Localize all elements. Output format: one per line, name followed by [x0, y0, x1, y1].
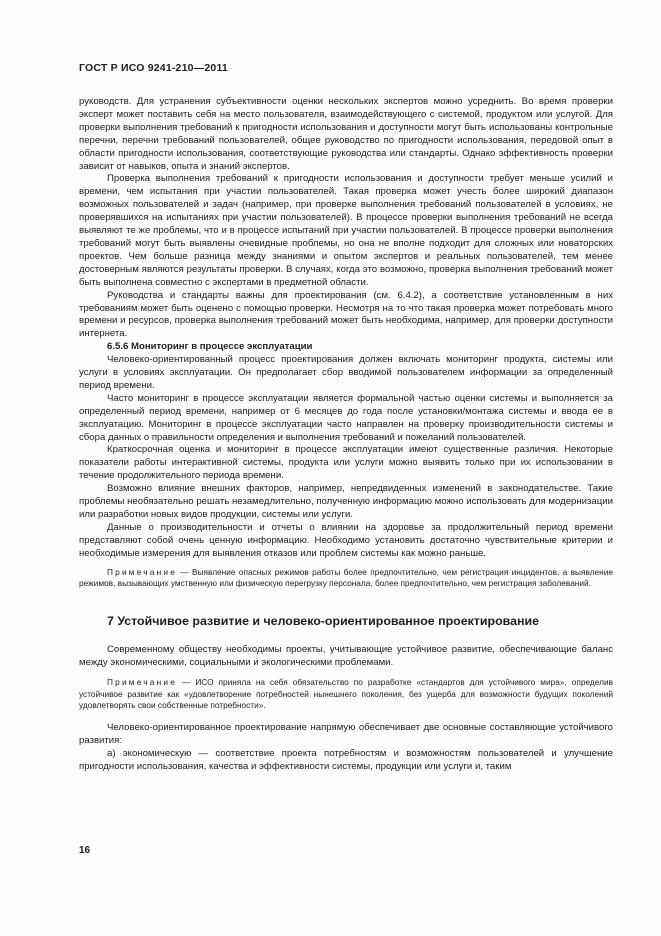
paragraph: руководств. Для устранения субъективности оценки нескольких экспертов можно усреднить. Во время проверки эксперт может поставить себя на место пользователя, взаимодействующего с системой, продуктом или услугой. Для проверки выполнения требований к пригодности использования и доступности могут быть использованы контрольные перечни, перечни требований пользователей, общее руководство по пригодности использования, передовой опыт в области пригодности использования, соответствующие руководства или стандарты. Однако эффективность проверки зависит от навыков, опыта и знаний экспертов. — [79, 96, 613, 172]
note-text: — Выявление опасных режимов работы более предпочтительно, чем регистрация инцидентов, а выявление режимов, вызывающих умственную или физическую перегрузку персонала, более предпочтительно, чем регистрация заболеваний. — [79, 566, 613, 589]
paragraph: Проверка выполнения требований к пригодности использования и доступности требует меньше усилий и времени, чем испытания при участии пользователей. Такая проверка может учесть более широкий диапазон возможных пользователей и задач (например, при проверке выполнения требований пользователей в условиях, не проверявшихся на испытаниях при участии пользователей). В процессе проверки выполнения требований не всегда выявляют те же проблемы, что и в процессе испытаний при участии пользователей. В процессе проверки выполнения требований могут быть выявлены очевидные проблемы, но она не вполне подходит для сложных или новаторских проектов. Чем больше разница между знаниями и опытом экспертов и реальных пользователей, тем менее достоверным являются результаты проверки. В случаях, когда это возможно, проверка выполнения требований может быть выполнена совместно с экспертами в предметной области. — [79, 173, 613, 288]
note-label: Примечание — [107, 677, 178, 688]
document-header: ГОСТ Р ИСО 9241-210—2011 — [79, 62, 228, 74]
note-label: Примечание — [107, 566, 178, 577]
list-item: а) экономическую — соответствие проекта потребностям и возможностям пользователей и улучшение пригодности использования, качества и эффективности системы, продукции или услуги и, таким — [79, 747, 613, 772]
page-body — [79, 96, 613, 774]
note-text: — ИСО приняла на себя обязательство по разработке «стандартов для устойчивого мира», определив устойчивое развитие как «удовлетворение потребностей нынешнего поколения, без ущерба для возможности будущих поколений удовлетворять свои собственные потребности». — [79, 677, 613, 711]
note — [79, 677, 613, 712]
subsection-heading: 6.5.6 Мониторинг в процессе эксплуатации — [107, 341, 313, 353]
section-heading: 7 Устойчивое развитие и человеко-ориентированное проектирование — [107, 613, 539, 628]
paragraph: Человеко-ориентированный процесс проектирования должен включать мониторинг продукта, системы или услуги в условиях эксплуатации. Он предполагает сбор вводимой пользователем информации за определенный период времени. — [79, 354, 613, 391]
page-number: 16 — [79, 845, 91, 856]
paragraph: Часто мониторинг в процессе эксплуатации является формальной частью оценки системы и выполняется за определенный период времени, например от 6 месяцев до года после установки/монтажа системы и ввода ее в эксплуатацию. Мониторинг в процессе эксплуатации часто направлен на проверку производительности системы и сбора данных о правильности определения и выполнения требований и пожеланий пользователей. — [79, 392, 613, 443]
paragraph: Возможно влияние внешних факторов, например, непредвиденных изменений в законодательстве. Такие проблемы необязательно решать незамедлительно, полученную информацию можно использовать для модернизации или разработки новых видов продукции, системы или услуги. — [79, 483, 613, 520]
paragraph: Руководства и стандарты важны для проектирования (см. 6.4.2), а соответствие установленным в них требованиям может быть оценено с помощью проверки. Несмотря на то что такая проверка может потребовать много времени и ресурсов, проверка выполнения требований может быть необходима, например, для проверки доступности интернета. — [79, 289, 613, 340]
note — [79, 567, 613, 590]
paragraph: Краткосрочная оценка и мониторинг в процессе эксплуатации имеют существенные различия. Некоторые показатели работы интерактивной системы, продукта или услуги можно выявить только при их использовании в течение продолжительного периода времени. — [79, 444, 613, 482]
paragraph: Современному обществу необходимы проекты, учитывающие устойчивое развитие, обеспечивающие баланс между экономическими, социальными и экологическими проблемами. — [79, 643, 613, 668]
paragraph: Данные о производительности и отчеты о влиянии на здоровье за продолжительный период времени представляют собой очень ценную информацию. Необходимо установить достаточно чувствительные критерии и необходимые измерения для выявления отказов или проблем системы как можно раньше. — [79, 521, 613, 559]
paragraph: Человеко-ориентированное проектирование напрямую обеспечивает две основные составляющие устойчивого развития: — [79, 721, 613, 746]
